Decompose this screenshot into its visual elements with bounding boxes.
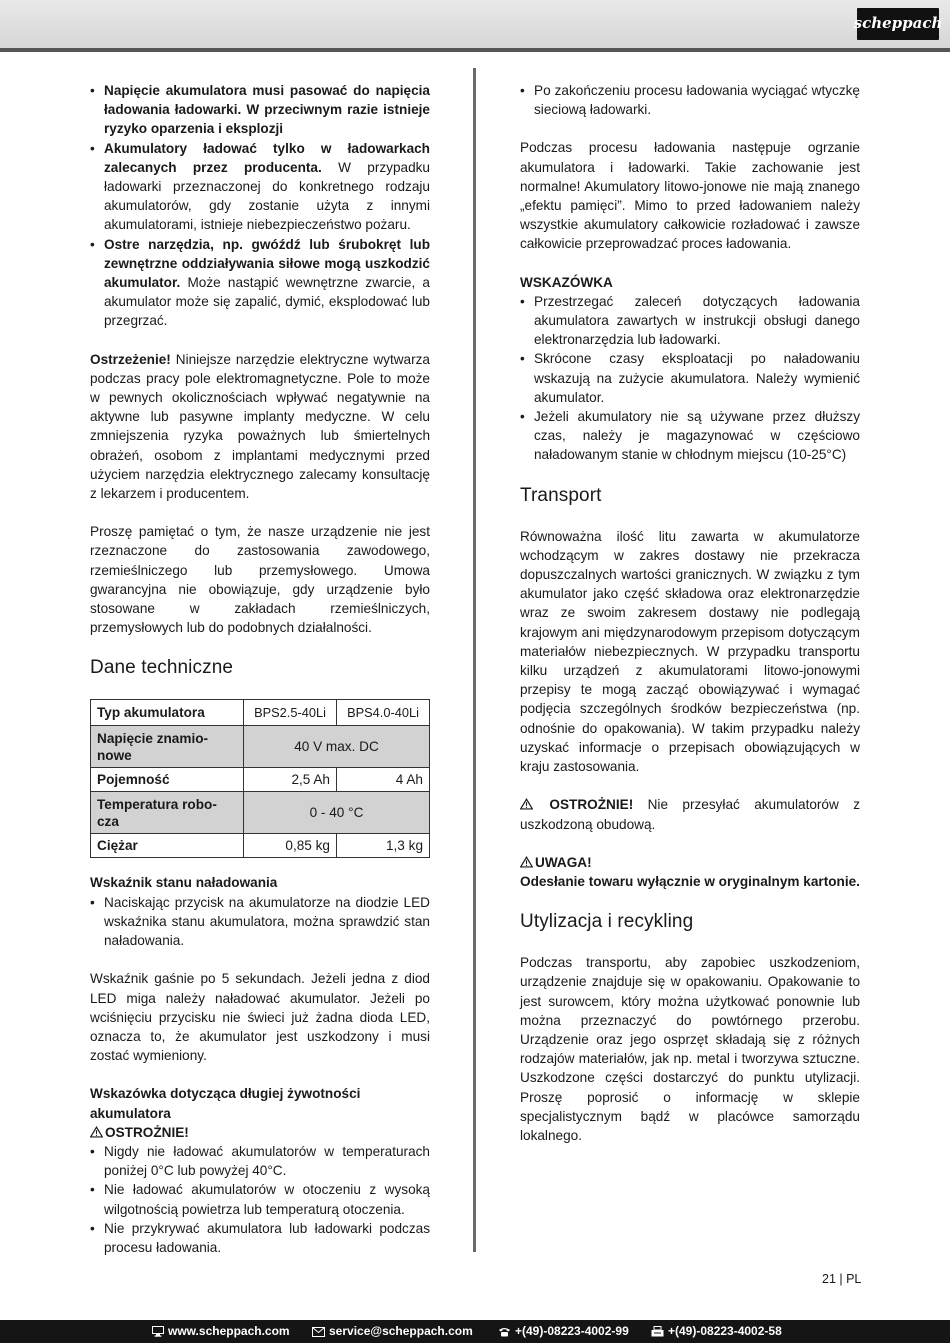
charging-paragraph: Podczas procesu ładowania następuje ogrzanie akumulatora i ładowarki. Takie zachowanie jest normalne! Akumulatory litowo-jonowe nie mają znanego „efektu pamięci”. Mimo to przed ładowaniem należy wszystkie akumulatory całkowicie rozładować i zawsze całkowicie przeprowadzać proces ładowania. [520,140,860,252]
list-item: • Nie przykrywać akumulatora lub ładowarki podczas procesu ładowania. [90,1219,430,1257]
monitor-icon [152,1326,164,1337]
footer-phone[interactable] [498,1320,629,1343]
transport-heading: Transport [520,484,602,506]
warning-triangle-icon [90,1126,103,1138]
recycling-paragraph: Podczas transportu, aby zapobiec uszkodzeniom, urządzenie znajduje się w opakowaniu. Opakowanie to jest surowcem, który można użytkować ponownie lub można przeznaczyć do powtórnego przerobu. Urządzenie oraz jego osprzęt składają się z różnych rodzajów materiałów, jak np. metal i tworzywa sztuczne. Uszkodzone części dostarczyć do punktu utylizacji. Proszę poprosić o informację w sklepie specjalistycznym bądź w placówce samorządu lokalnego. [520,955,860,1143]
hint-list [520,292,860,465]
page-number: 21 | PL [822,1272,862,1286]
attention-text: Odesłanie towaru wyłącznie w oryginalnym kartonie. [520,873,860,889]
list-item [90,81,430,139]
table-cell: Pojemność [91,768,244,792]
envelope-icon [312,1327,325,1337]
website-text: www.scheppach.com [168,1324,290,1338]
table-cell: 0 - 40 °C [244,792,430,834]
list-item: • Przestrzegać zaleceń dotyczących ładowania akumulatora zawartych w instrukcji obsługi danego elektronarzędzia lub ładowarki. [520,292,860,350]
table-row [91,834,430,858]
longevity-list [90,1142,430,1257]
table-row [91,792,430,834]
warning-triangle-icon [520,798,533,810]
list-item: • Jeżeli akumulatory nie są używane przez dłuższy czas, należy je magazynować w częściowo naładowanym stanie w chłodnym miejscu (10-25°C) [520,407,860,465]
charge-indicator-paragraph: Wskaźnik gaśnie po 5 sekundach. Jeżeli jedna z diod LED miga należy naładować akumulator. Jeżeli po wciśnięciu przycisku nie świeci już żadna dioda LED, oznacza to, że akumulator jest uszkodzony i musi zostać wymieniony. [90,971,430,1064]
fax-icon [651,1326,664,1337]
charge-indicator-list [90,893,430,951]
list-item [90,235,430,331]
hint-heading: WSKAZÓWKA [520,274,613,290]
caution-label: OSTROŻNIE! [105,1124,189,1140]
longevity-caution [90,1123,430,1142]
list-item: • Nie ładować akumulatorów w otoczeniu z wysoką wilgotnością powietrza lub temperaturą otoczenia. [90,1180,430,1218]
warning-text: Niniejsze narzędzie elektryczne wytwarza podczas pracy pole elektromagnetyczne. Pole to może w pewnych okolicznościach wpływać negatywnie na aktywne lub pasywne implanty medyczne. W celu zmniejszenia ryzyka poważnych lub śmiertelnych obrażeń, osobom z implantami medycznymi przed użyciem narzędzia elektrycznego zalecamy konsultację z lekarzem i producentem. [90,351,430,502]
list-item: • Skrócone czasy eksploatacji po naładowaniu wskazują na zużycie akumulatora. Należy wymienić akumulator. [520,349,860,407]
list-item-text: W przypadku ładowarki przeznaczonej do konkretnego rodzaju akumulatorów, gdy zostanie użyta z innymi akumulatorami, istnieje niebezpieczeństwo pożaru. [104,159,430,233]
list-item [90,139,430,235]
scheppach-logo: scheppach [857,8,939,40]
tech-data-table [90,699,430,858]
caution-label: OSTROŻNIE! [549,797,634,813]
warning-triangle-icon [520,856,533,868]
recycling-heading: Utylizacja i recykling [520,911,694,933]
footer-email[interactable] [312,1320,473,1343]
table-cell: BPS4.0-40Li [337,700,430,726]
bold-text: Ostre narzędzia, np. gwóźdź lub śrubokręt lub zewnętrzne oddziaływania siłowe mogą uszkodzić akumulator. [104,236,430,291]
footer-fax[interactable] [651,1320,782,1343]
caution-text: Nie przesyłać akumulatorów z uszkodzoną obudową. [520,797,860,832]
column-divider [473,68,476,1252]
warning-label: Ostrzeżenie! [90,351,171,367]
transport-paragraph: Równoważna ilość litu zawarta w akumulatorze wchodzącym w zakres dostawy nie przekracza dopuszczalnych wartości granicznych. W związku z tym akumulator jako część składowa oraz elektronarzędzie wraz ze swoim zakresem dostawy nie podlegają krajowym ani międzynarodowym przepisom dotyczącym materiałów niebezpiecznych. W przypadku transportu kilku urządzeń z akumulatorami litowo-jonowymi przepisy te mogą zacząć obowiązywać i wymagać podjęcia szczególnych środków bezpieczeństwa (np. odnośnie do opakowania). W takim przypadku należy uzyskać informacje o przepisach obowiązujących w kraju zastosowania. [520,528,860,775]
phone-text: +(49)-08223-4002-99 [515,1324,629,1338]
unplug-list [520,81,860,119]
table-cell: BPS2.5-40Li [244,700,337,726]
footer-bar [0,1320,950,1343]
battery-safety-list [90,81,430,331]
bold-text: Akumulatory ładować tylko w ładowarkach zalecanych przez producenta. [104,140,430,175]
email-text: service@scheppach.com [329,1324,473,1338]
emf-warning-paragraph [90,350,430,504]
table-row [91,768,430,792]
table-cell: 40 V max. DC [244,726,430,768]
header-rule [0,48,950,52]
attention-heading [520,853,860,872]
table-row [91,726,430,768]
right-column [520,81,860,1164]
list-item-text: Może nastąpić wewnętrzne zwarcie, a akumulator może się zapalić, dymić, eksplodować lub przegrzać. [104,275,430,329]
list-item: • Po zakończeniu procesu ładowania wyciągać wtyczkę sieciową ładowarki. [520,81,860,119]
table-cell: Typ akumulatora [91,700,244,726]
table-cell: Napięcie znamio- nowe [91,726,244,768]
fax-text: +(49)-08223-4002-58 [668,1324,782,1338]
left-column [90,81,430,1257]
phone-icon [498,1327,511,1337]
bold-text: Napięcie akumulatora musi pasować do napięcia ładowania ładowarki. W przeciwnym razie istnieje ryzyko oparzenia i eksplozji [104,83,430,137]
table-cell: 0,85 kg [244,834,337,858]
usage-note-paragraph: Proszę pamiętać o tym, że nasze urządzenie nie jest rzeznaczone do zastosowania zawodowego, rzemieślniczego lub przemysłowego. Umowa gwarancyjna nie obowiązuje, gdy urządzenie było stosowane w zakładach rzemieślniczych, przemysłowych lub do podobnych działalności. [90,524,430,636]
caution-paragraph [520,795,860,833]
table-cell: 4 Ah [337,768,430,792]
longevity-heading: Wskazówka dotycząca długiej żywotności akumulatora [90,1086,361,1121]
list-item: • Nigdy nie ładować akumulatorów w temperaturach poniżej 0°C lub powyżej 40°C. [90,1142,430,1180]
table-cell: 1,3 kg [337,834,430,858]
attention-label: UWAGA! [535,854,592,870]
tech-data-heading: Dane techniczne [90,657,234,679]
charge-indicator-heading: Wskaźnik stanu naładowania [90,875,278,891]
table-row [91,700,430,726]
header-band [0,0,950,48]
table-cell: 2,5 Ah [244,768,337,792]
table-cell: Ciężar [91,834,244,858]
list-item: • Naciskając przycisk na akumulatorze na diodzie LED wskaźnika stanu akumulatora, można sprawdzić stan naładowania. [90,893,430,951]
table-cell: Temperatura robo- cza [91,792,244,834]
footer-website[interactable] [152,1320,290,1343]
